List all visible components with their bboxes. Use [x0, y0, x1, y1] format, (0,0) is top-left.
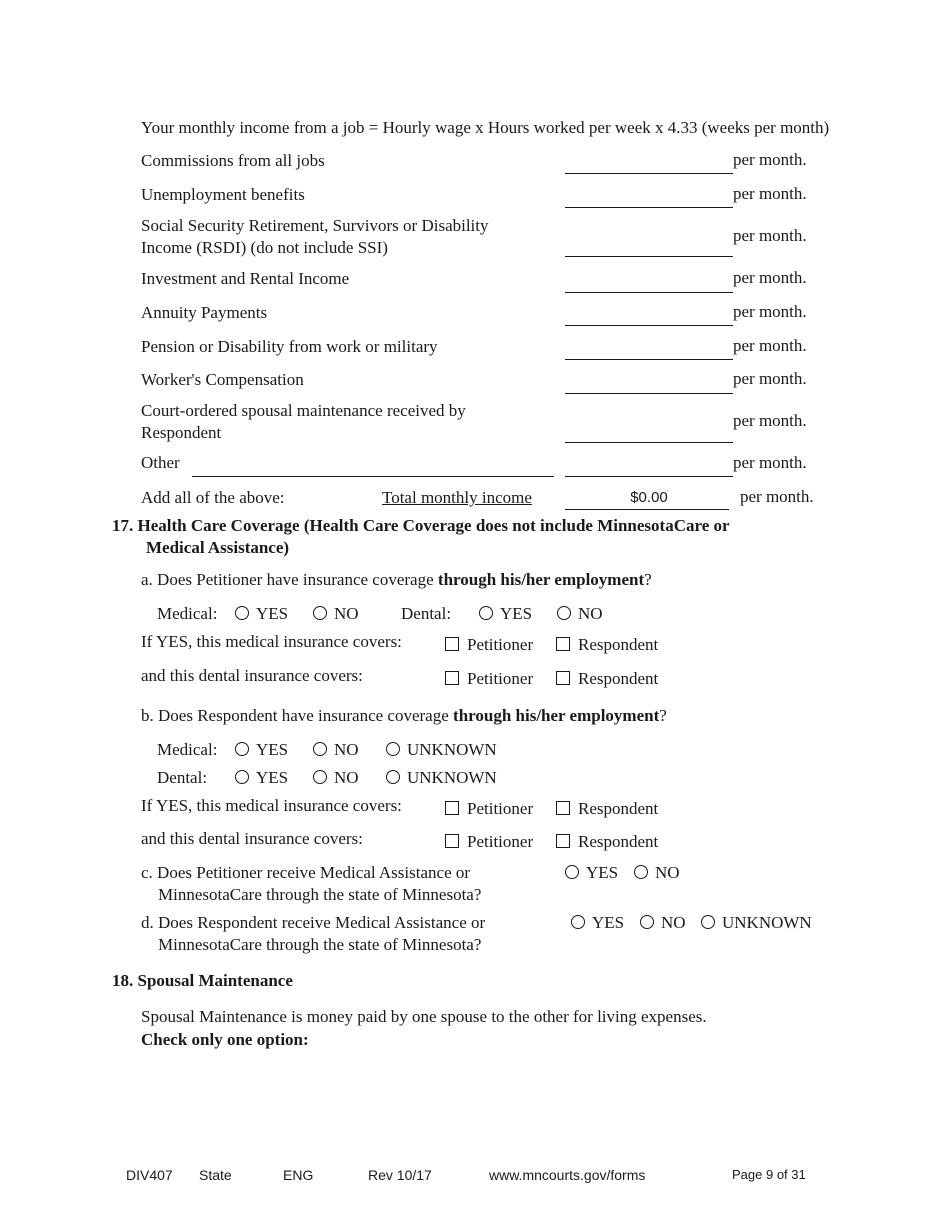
respondent-medical-unknown-radio[interactable]: UNKNOWN — [386, 740, 497, 760]
petitioner-ma-yes-radio[interactable]: YES — [565, 863, 618, 883]
radio-icon — [479, 606, 493, 620]
if-yes-medical-label: If YES, this medical insurance covers: — [141, 632, 402, 651]
income-label-spousal-maintenance-line2: Respondent — [141, 423, 222, 442]
section-17-title-line2: Medical Assistance) — [146, 538, 290, 557]
radio-icon — [557, 606, 571, 620]
radio-icon — [313, 606, 327, 620]
dental-label: Dental: — [401, 604, 452, 623]
spousal-maintenance-description: Spousal Maintenance is money paid by one spouse to the other for living expenses. — [141, 1007, 707, 1026]
dental-covers-label: and this dental insurance covers: — [141, 666, 363, 685]
petitioner-medical-no-radio[interactable]: NO — [313, 604, 359, 624]
radio-icon — [386, 770, 400, 784]
section-17-title: 17. Health Care Coverage (Health Care Coverage does not include MinnesotaCare or — [112, 516, 730, 535]
radio-icon — [565, 865, 579, 879]
petitioner-ma-no-radio[interactable]: NO — [634, 863, 680, 883]
income-intro: Your monthly income from a job = Hourly wage x Hours worked per week x 4.33 (weeks per month) — [141, 118, 830, 137]
per-month-label: per month. — [740, 487, 814, 506]
dental-covers-label: and this dental insurance covers: — [141, 829, 363, 848]
b-dental-petitioner-checkbox[interactable]: Petitioner — [445, 832, 533, 852]
radio-icon — [235, 606, 249, 620]
income-label-unemployment: Unemployment benefits — [141, 185, 305, 204]
petitioner-dental-yes-radio[interactable]: YES — [479, 604, 532, 624]
radio-icon — [634, 865, 648, 879]
radio-icon — [701, 915, 715, 929]
checkbox-icon — [445, 801, 459, 815]
per-month-label: per month. — [733, 453, 807, 472]
checkbox-icon — [445, 637, 459, 651]
income-label-pension: Pension or Disability from work or military — [141, 337, 438, 356]
footer-revision: Rev 10/17 — [368, 1167, 432, 1183]
rsdi-amount-field[interactable] — [565, 256, 733, 257]
total-monthly-income-label: Total monthly income — [382, 488, 532, 507]
dental-label: Dental: — [157, 768, 208, 787]
investment-amount-field[interactable] — [565, 292, 733, 293]
section-18-title: 18. Spousal Maintenance — [112, 971, 293, 990]
per-month-label: per month. — [733, 184, 807, 203]
checkbox-icon — [556, 801, 570, 815]
respondent-dental-no-radio[interactable]: NO — [313, 768, 359, 788]
respondent-dental-unknown-radio[interactable]: UNKNOWN — [386, 768, 497, 788]
annuity-amount-field[interactable] — [565, 325, 733, 326]
per-month-label: per month. — [733, 302, 807, 321]
question-c-line2: MinnesotaCare through the state of Minnesota? — [158, 885, 482, 904]
a-medical-petitioner-checkbox[interactable]: Petitioner — [445, 635, 533, 655]
question-c: c. Does Petitioner receive Medical Assistance or — [141, 863, 471, 882]
commissions-amount-field[interactable] — [565, 173, 733, 174]
per-month-label: per month. — [733, 150, 807, 169]
medical-label: Medical: — [157, 740, 218, 759]
petitioner-dental-no-radio[interactable]: NO — [557, 604, 603, 624]
income-label-rsdi: Social Security Retirement, Survivors or Disability — [141, 216, 489, 235]
radio-icon — [313, 770, 327, 784]
b-medical-petitioner-checkbox[interactable]: Petitioner — [445, 799, 533, 819]
footer-form-number: DIV407 — [126, 1167, 173, 1183]
other-description-field[interactable] — [192, 476, 554, 477]
question-d: d. Does Respondent receive Medical Assistance or — [141, 913, 486, 932]
checkbox-icon — [445, 834, 459, 848]
total-amount-underline — [565, 509, 729, 510]
radio-icon — [640, 915, 654, 929]
a-dental-respondent-checkbox[interactable]: Respondent — [556, 669, 658, 689]
income-label-other: Other — [141, 453, 180, 472]
b-dental-respondent-checkbox[interactable]: Respondent — [556, 832, 658, 852]
radio-icon — [235, 770, 249, 784]
respondent-ma-unknown-radio[interactable]: UNKNOWN — [701, 913, 812, 933]
income-label-rsdi-line2: Income (RSDI) (do not include SSI) — [141, 238, 388, 257]
per-month-label: per month. — [733, 411, 807, 430]
per-month-label: per month. — [733, 369, 807, 388]
question-a: a. Does Petitioner have insurance coverage through his/her employment? — [141, 570, 652, 589]
footer-url[interactable]: www.mncourts.gov/forms — [489, 1167, 646, 1183]
footer-page-number: Page 9 of 31 — [732, 1167, 806, 1182]
per-month-label: per month. — [733, 226, 807, 245]
respondent-medical-no-radio[interactable]: NO — [313, 740, 359, 760]
a-medical-respondent-checkbox[interactable]: Respondent — [556, 635, 658, 655]
income-label-investment: Investment and Rental Income — [141, 269, 350, 288]
checkbox-icon — [556, 637, 570, 651]
respondent-dental-yes-radio[interactable]: YES — [235, 768, 288, 788]
respondent-medical-yes-radio[interactable]: YES — [235, 740, 288, 760]
checkbox-icon — [445, 671, 459, 685]
spousal-maintenance-amount-field[interactable] — [565, 442, 733, 443]
workers-comp-amount-field[interactable] — [565, 393, 733, 394]
add-all-label: Add all of the above: — [141, 488, 285, 507]
respondent-ma-yes-radio[interactable]: YES — [571, 913, 624, 933]
income-label-workers-comp: Worker's Compensation — [141, 370, 304, 389]
checkbox-icon — [556, 834, 570, 848]
footer-language: ENG — [283, 1167, 314, 1183]
b-medical-respondent-checkbox[interactable]: Respondent — [556, 799, 658, 819]
checkbox-icon — [556, 671, 570, 685]
radio-icon — [313, 742, 327, 756]
income-label-spousal-maintenance: Court-ordered spousal maintenance received by — [141, 401, 466, 420]
income-label-commissions: Commissions from all jobs — [141, 151, 325, 170]
income-label-annuity: Annuity Payments — [141, 303, 268, 322]
pension-amount-field[interactable] — [565, 359, 733, 360]
total-monthly-income-value: $0.00 — [630, 489, 668, 506]
if-yes-medical-label: If YES, this medical insurance covers: — [141, 796, 402, 815]
radio-icon — [571, 915, 585, 929]
per-month-label: per month. — [733, 336, 807, 355]
footer-state: State — [199, 1167, 232, 1183]
medical-label: Medical: — [157, 604, 218, 623]
question-d-line2: MinnesotaCare through the state of Minnesota? — [158, 935, 482, 954]
radio-icon — [235, 742, 249, 756]
other-amount-field[interactable] — [565, 476, 733, 477]
check-one-option-label: Check only one option: — [141, 1030, 309, 1049]
radio-icon — [386, 742, 400, 756]
unemployment-amount-field[interactable] — [565, 207, 733, 208]
respondent-ma-no-radio[interactable]: NO — [640, 913, 686, 933]
a-dental-petitioner-checkbox[interactable]: Petitioner — [445, 669, 533, 689]
question-b: b. Does Respondent have insurance coverage through his/her employment? — [141, 706, 667, 725]
petitioner-medical-yes-radio[interactable]: YES — [235, 604, 288, 624]
per-month-label: per month. — [733, 268, 807, 287]
